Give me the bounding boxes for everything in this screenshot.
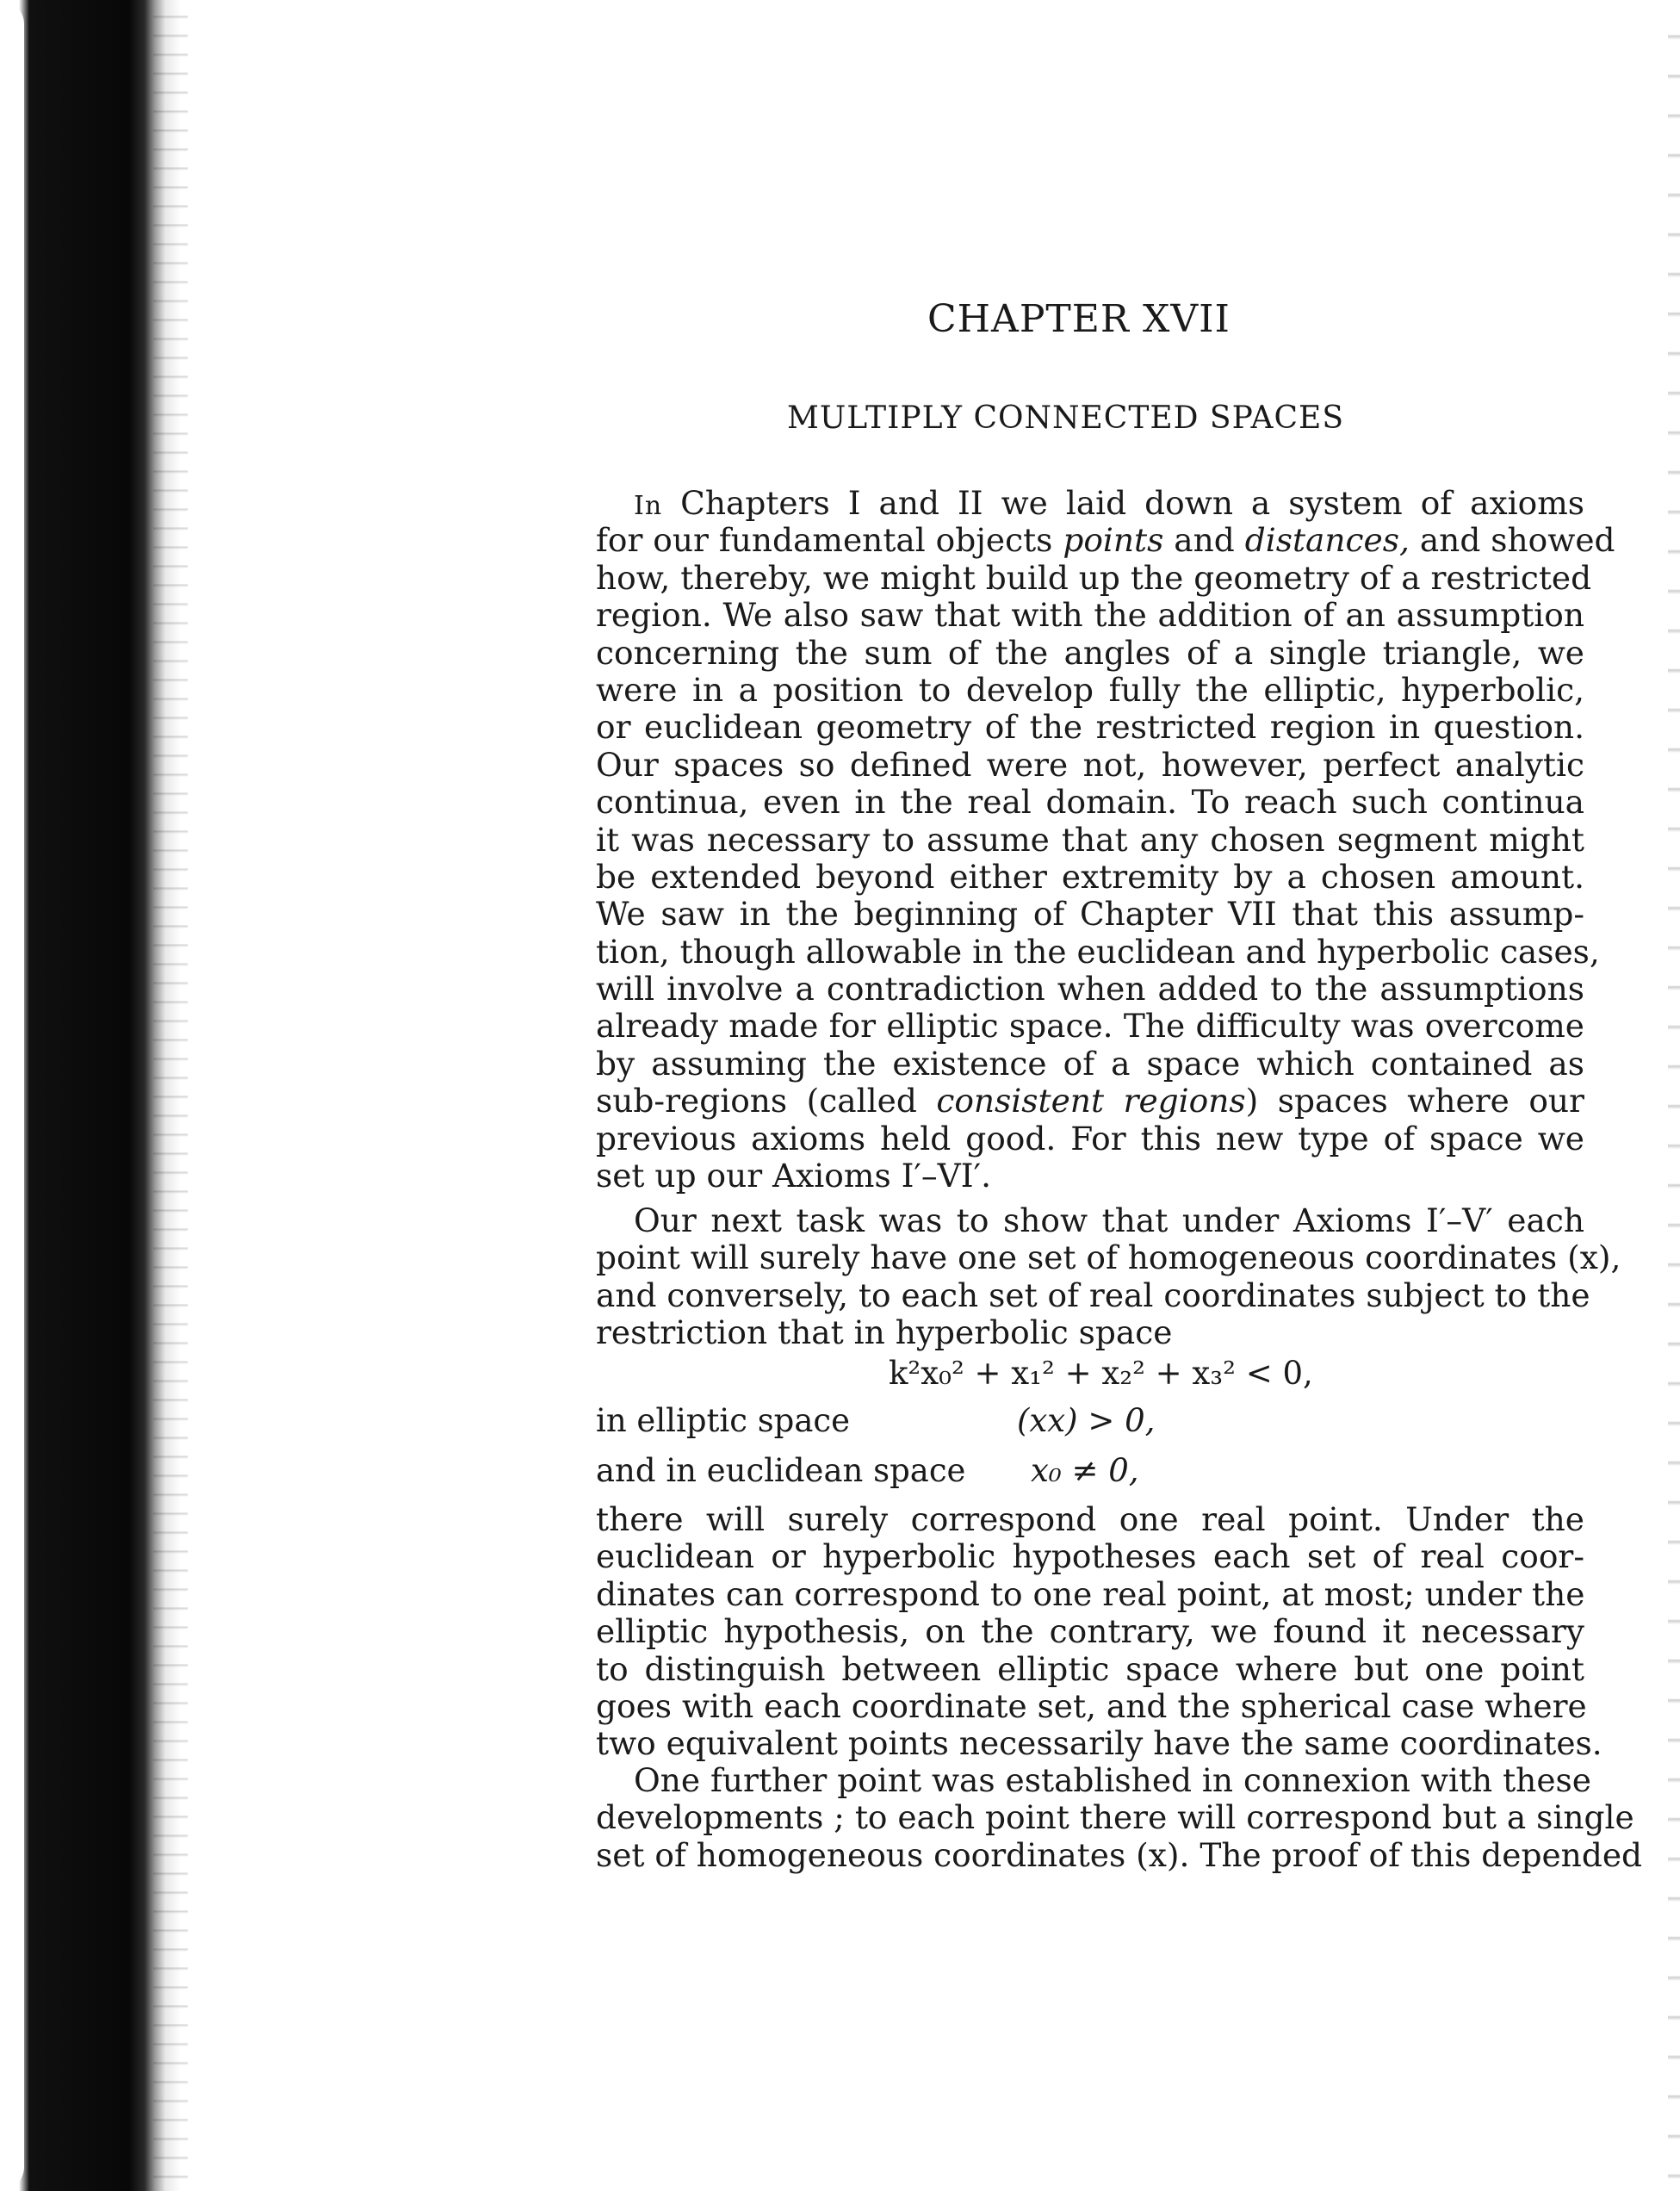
text-line: two equivalent points necessarily have the same coordinates. bbox=[596, 1724, 1603, 1763]
text-line: We saw in the beginning of Chapter VII that this assump- bbox=[596, 895, 1584, 934]
text-line: One further point was established in connexion with these bbox=[634, 1761, 1591, 1799]
text-line: sub-regions (called consistent regions) spaces where our bbox=[596, 1082, 1584, 1120]
paragraph-1 bbox=[596, 484, 1615, 1195]
text-line: for our fundamental objects points and distances, and showed bbox=[596, 521, 1615, 560]
text-line: point will surely have one set of homogeneous coordinates (x), bbox=[596, 1238, 1621, 1277]
text-line: there will surely correspond one real point. Under the bbox=[596, 1500, 1584, 1538]
text-line: or euclidean geometry of the restricted region in question. bbox=[596, 708, 1584, 747]
euclidean-condition bbox=[596, 1452, 1584, 1490]
dropcap: In bbox=[634, 491, 663, 521]
text-line: were in a position to develop fully the elliptic, hyperbolic, bbox=[596, 670, 1584, 709]
condition-formula: (xx) > 0, bbox=[1017, 1402, 1156, 1439]
paragraph-2 bbox=[596, 1201, 1621, 1352]
text-line: be extended beyond either extremity by a chosen amount. bbox=[596, 857, 1584, 896]
text-line: Our next task was to show that under Axioms I′–V′ each bbox=[634, 1201, 1584, 1239]
gutter-scan-noise bbox=[153, 0, 188, 2191]
page-edge bbox=[1668, 0, 1680, 2191]
text-line: it was necessary to assume that any chosen segment might bbox=[596, 820, 1584, 859]
text-line: restriction that in hyperbolic space bbox=[596, 1313, 1173, 1352]
text-line: continua, even in the real domain. To reach such continua bbox=[596, 783, 1584, 822]
italic-term: consistent regions bbox=[936, 1082, 1246, 1120]
text-line: previous axioms held good. For this new type of space we bbox=[596, 1119, 1584, 1158]
text-line: set up our Axioms I′–VI′. bbox=[596, 1157, 992, 1195]
text-line: In Chapters I and II we laid down a system of axioms bbox=[634, 484, 1584, 522]
chapter-heading: CHAPTER XVII bbox=[927, 297, 1231, 341]
condition-label: in elliptic space bbox=[596, 1402, 851, 1439]
condition-formula: x₀ ≠ 0, bbox=[1031, 1452, 1139, 1489]
elliptic-condition bbox=[596, 1402, 1584, 1440]
text-line: developments ; to each point there will correspond but a single bbox=[596, 1798, 1634, 1837]
text-line: euclidean or hyperbolic hypotheses each set of real coor- bbox=[596, 1537, 1584, 1576]
text-line: elliptic hypothesis, on the contrary, we found it necessary bbox=[596, 1612, 1584, 1651]
text-line: concerning the sum of the angles of a single triangle, we bbox=[596, 633, 1584, 672]
text-line: tion, though allowable in the euclidean and hyperbolic cases, bbox=[596, 932, 1600, 971]
text-line: goes with each coordinate set, and the spherical case where bbox=[596, 1686, 1587, 1725]
hyperbolic-formula: k²x₀² + x₁² + x₂² + x₃² < 0, bbox=[889, 1355, 1313, 1392]
section-title: MULTIPLY CONNECTED SPACES bbox=[787, 400, 1344, 436]
text-line: region. We also saw that with the addition of an assumption bbox=[596, 596, 1584, 635]
text-line: set of homogeneous coordinates (x). The proof of this depended bbox=[596, 1835, 1643, 1874]
italic-term: distances, bbox=[1244, 521, 1410, 560]
text-line: to distinguish between elliptic space where but one point bbox=[596, 1649, 1584, 1688]
text-line: how, thereby, we might build up the geometry of a restricted bbox=[596, 558, 1592, 597]
paragraph-4 bbox=[596, 1761, 1643, 1874]
text-line: will involve a contradiction when added to the assumptions bbox=[596, 970, 1584, 1009]
text-line: and conversely, to each set of real coordinates subject to the bbox=[596, 1275, 1590, 1314]
text-line: dinates can correspond to one real point, at most; under the bbox=[596, 1574, 1585, 1613]
condition-label: and in euclidean space bbox=[596, 1452, 966, 1489]
paragraph-3 bbox=[596, 1500, 1603, 1763]
text-line: Our spaces so defined were not, however, perfect analytic bbox=[596, 745, 1584, 784]
text-line: by assuming the existence of a space which contained as bbox=[596, 1044, 1584, 1083]
italic-term: points bbox=[1063, 521, 1164, 560]
text-line: already made for elliptic space. The difficulty was overcome bbox=[596, 1007, 1584, 1046]
